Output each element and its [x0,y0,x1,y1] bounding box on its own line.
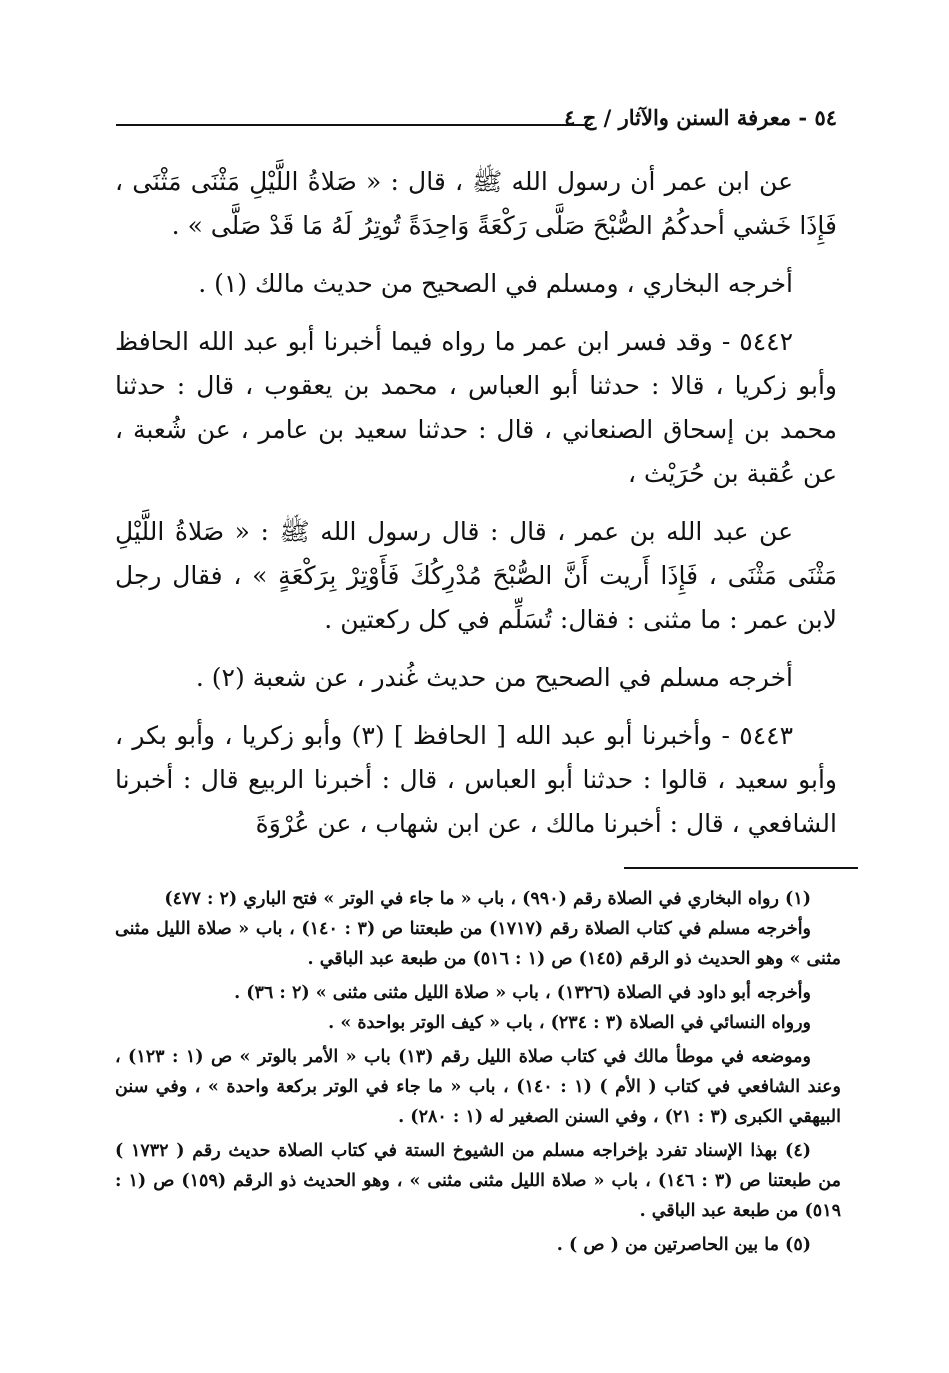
takhrij-2: أخرجه مسلم في الصحيح من حديث غُندر ، عن شعبة (٢) . [195,663,793,692]
takhrij-1: أخرجه البخاري ، ومسلم في الصحيح من حديث مالك (١) . [198,269,793,298]
running-title: ٥٤ - معرفة السنن والآثار / ج ٤ [564,105,837,130]
hadith-5443-isnad: ٥٤٤٣ - وأخبرنا أبو عبد الله [ الحافظ ] (٣) وأبو زكريا ، وأبو بكر ، وأبو سعيد ، قالوا : حدثنا أبو العباس ، قال : أخبرنا الربيع قال : أخبرنا الشافعي ، قال : أخبرنا مالك ، عن ابن شهاب ، عن عُرْوَةَ [115,721,837,838]
hadith-text-1: عن ابن عمر أن رسول الله ﷺ ، قال : « صَلاةُ اللَّيْلِ مَثْنَى مَثْنَى ، فَإِذَا خَشي أحدكُمُ الصُّبْحَ صَلَّى رَكْعَةً وَاحِدَةً تُوتِرُ لَهُ مَا قَدْ صَلَّى » . [115,167,837,240]
main-text [115,160,837,846]
footnote-1-nasai: ورواه النسائي في الصلاة (٣ : ٢٣٤) ، باب « كيف الوتر بواحدة » . [328,1013,811,1033]
footnote-4: (٤) بهذا الإسناد تفرد بإخراجه مسلم من الشيوخ الستة في كتاب الصلاة حديث رقم ( ١٧٣٢ ) من طبعتنا ص (٣ : ١٤٦) ، باب « صلاة الليل مثنى مثنى » ، وهو الحديث ذو الرقم (١٥٩) ص (١ : ٥١٩) من طبعة عبد الباقي . [115,1141,841,1221]
running-header [117,100,837,136]
footnote-rule [624,867,858,869]
footnotes [115,884,841,1260]
footnote-1-abudawud: وأخرجه أبو داود في الصلاة (١٣٢٦) ، باب « صلاة الليل مثنى مثنى » (٢ : ٣٦) . [234,983,811,1003]
hadith-5442-isnad: ٥٤٤٢ - وقد فسر ابن عمر ما رواه فيما أخبرنا أبو عبد الله الحافظ وأبو زكريا ، قالا : حدثنا أبو العباس ، محمد بن يعقوب ، قال : حدثنا محمد بن إسحاق الصنعاني ، قال : حدثنا سعيد بن عامر ، عن شُعبة ، عن عُقبة بن حُرَيْث ، [115,327,837,488]
footnote-1: (١) رواه البخاري في الصلاة رقم (٩٩٠) ، باب « ما جاء في الوتر » فتح الباري (٢ : ٤٧٧) [164,889,811,909]
footnote-5: (٥) ما بين الحاصرتين من ( ص ) . [556,1235,811,1255]
header-rule [116,124,591,126]
hadith-5442-matn: عن عبد الله بن عمر ، قال : قال رسول الله ﷺ : « صَلاةُ اللَّيْلِ مَثْنَى مَثْنَى ، فَإِذَا أَريت أَنَّ الصُّبْحَ مُدْرِكُكَ فَأَوْتِرْ بِرَكْعَةٍ » ، فقال رجل لابن عمر : ما مثنى : فقال: تُسَلِّم في كل ركعتين . [115,517,837,634]
footnote-1-muwatta: وموضعه في موطأ مالك في كتاب صلاة الليل رقم (١٣) باب « الأمر بالوتر » ص (١ : ١٢٣) ، وعند الشافعي في كتاب ( الأم ) (١ : ١٤٠) ، باب « ما جاء في الوتر بركعة واحدة » ، وفي سنن البيهقي الكبرى (٣ : ٢١) ، وفي السنن الصغير له (١ : ٢٨٠) . [115,1047,841,1127]
footnote-1-muslim: وأخرجه مسلم في كتاب الصلاة رقم (١٧١٧) من طبعتنا ص (٣ : ١٤٠) ، باب « صلاة الليل مثنى مثنى » وهو الحديث ذو الرقم (١٤٥) ص (١ : ٥١٦) من طبعة عبد الباقي . [115,919,841,969]
